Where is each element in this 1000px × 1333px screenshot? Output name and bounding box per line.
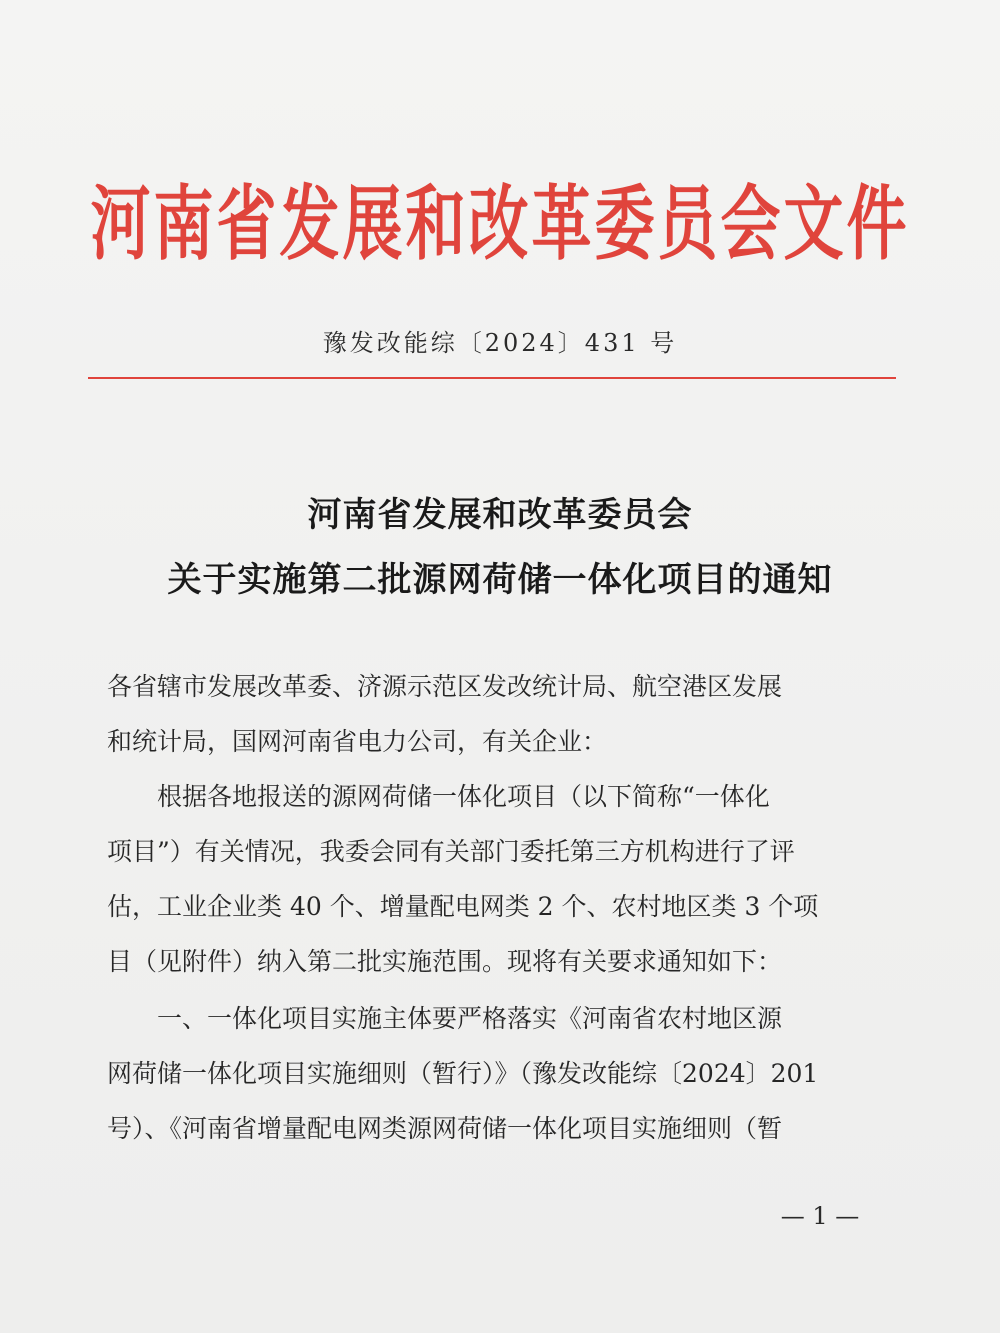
body-line-7: 一、一体化项目实施主体要严格落实《河南省农村地区源	[107, 1004, 783, 1033]
document-title-line-1: 河南省发展和改革委员会	[307, 495, 693, 535]
body-line-6: 目（见附件）纳入第二批实施范围。现将有关要求通知如下：	[107, 947, 783, 976]
document-title-line-2: 关于实施第二批源网荷储一体化项目的通知	[167, 560, 833, 600]
body-line-8: 网荷储一体化项目实施细则（暂行）》（豫发改能综〔2024〕201	[107, 1059, 819, 1088]
body-line-9: 号）、《河南省增量配电网类源网荷储一体化项目实施细则（暂	[107, 1114, 783, 1143]
body-line-2: 和统计局，国网河南省电力公司，有关企业：	[107, 727, 608, 756]
body-line-3: 根据各地报送的源网荷储一体化项目（以下简称“一体化	[107, 782, 770, 811]
body-line-1: 各省辖市发展改革委、济源示范区发改统计局、航空港区发展	[107, 672, 783, 701]
document-number: 豫发改能综〔2024〕431 号	[322, 329, 678, 357]
issuing-authority-header: 河南省发展和改革委员会文件	[90, 177, 910, 273]
body-line-4: 项目”）有关情况，我委会同有关部门委托第三方机构进行了评	[107, 837, 795, 866]
page-number: — 1 —	[780, 1202, 860, 1230]
body-line-5: 估，工业企业类 40 个、增量配电网类 2 个、农村地区类 3 个项	[107, 892, 819, 921]
red-divider-line	[88, 377, 896, 379]
